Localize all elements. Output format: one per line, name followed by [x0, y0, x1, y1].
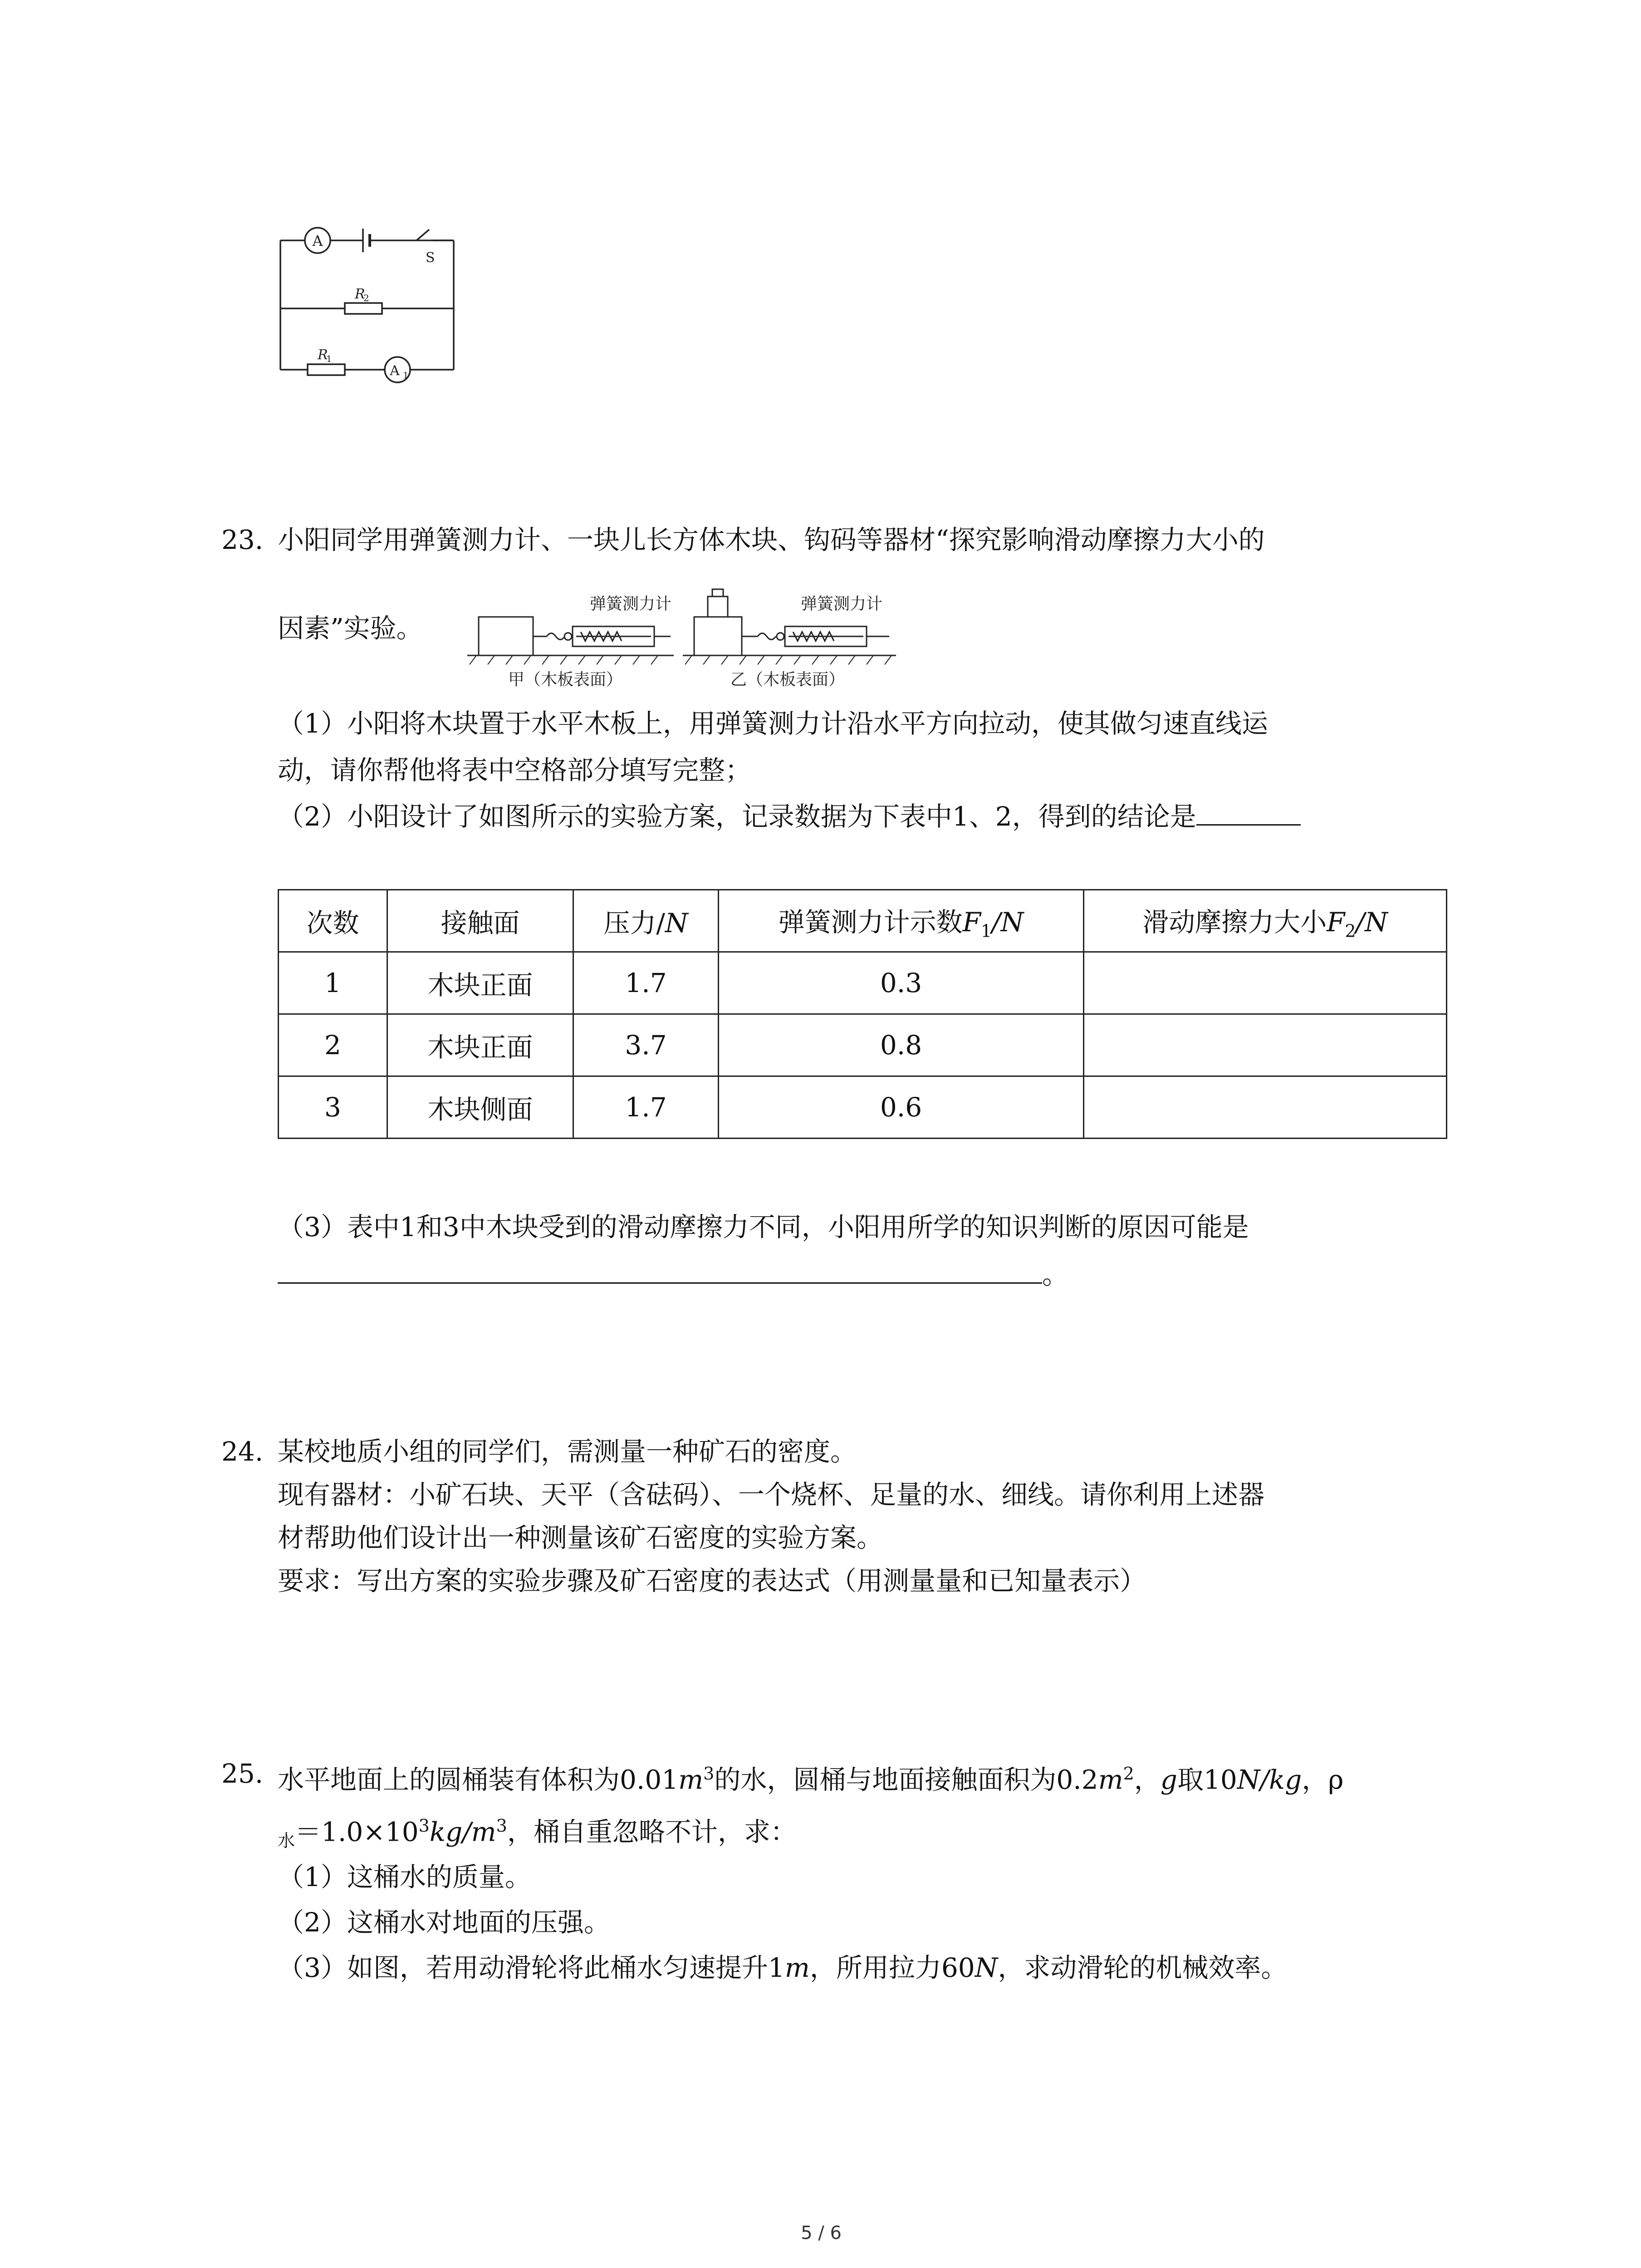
left-caption: 甲（木板表面）: [508, 670, 623, 689]
friction-experiment-figure: [467, 583, 903, 705]
q25-part2: （2）这桶水对地面的压强。: [278, 1907, 610, 1938]
q23-part2-text: （2）小阳设计了如图所示的实验方案，记录数据为下表中1、2，得到的结论是: [278, 801, 1196, 832]
q25-line1: 水平地面上的圆桶装有体积为$0.01m^3$的水，圆桶与地面接触面积为$0.2m^2$，g取10N/kg，ρ: [278, 1764, 1344, 1795]
header-spring-reading: 弹簧测力计示数$F_1/N$: [719, 890, 1084, 952]
q23-stem-line1: 小阳同学用弹簧测力计、一块儿长方体木块、钩码等器材“探究影响滑动摩擦力大小的: [278, 524, 1265, 555]
q23-part3-period: 。: [1042, 1259, 1069, 1290]
header-count: 次数: [279, 890, 387, 952]
header-pressure: 压力/N: [573, 890, 719, 952]
q25-number: 25.: [221, 1758, 264, 1789]
header-friction: 滑动摩擦力大小$F_2/N$: [1084, 890, 1447, 952]
cell-count: 1: [279, 952, 387, 1014]
q23-part3: （3）表中1和3中木块受到的滑动摩擦力不同，小阳用所学的知识判断的原因可能是: [278, 1212, 1249, 1242]
q24-line4: 要求：写出方案的实验步骤及矿石密度的表达式（用测量量和已知量表示）: [278, 1565, 1146, 1596]
cell-spring-reading: 0.3: [719, 952, 1084, 1014]
circuit-diagram: [272, 213, 472, 395]
q23-number: 23.: [221, 524, 264, 555]
q24-number: 24.: [221, 1436, 264, 1467]
right-meter-label: 弹簧测力计: [801, 595, 883, 613]
r1-sub: 1: [326, 353, 332, 364]
cell-friction-blank[interactable]: [1084, 952, 1447, 1014]
r1-label: R: [318, 347, 328, 363]
cell-count: 2: [279, 1014, 387, 1076]
q23-part1-line1: （1）小阳将木块置于水平木板上，用弹簧测力计沿水平方向拉动，使其做匀速直线运: [278, 708, 1268, 739]
q24-line1: 某校地质小组的同学们，需测量一种矿石的密度。: [278, 1436, 857, 1467]
friction-data-table: [278, 889, 1447, 1139]
cell-count: 3: [279, 1076, 387, 1139]
ammeter-a1-label: A: [390, 363, 400, 379]
q23-stem-line2: 因素”实验。: [278, 613, 423, 644]
cell-spring-reading: 0.8: [719, 1014, 1084, 1076]
ammeter-a-label: A: [312, 232, 323, 249]
cell-pressure: 3.7: [573, 1014, 719, 1076]
right-caption: 乙（木板表面）: [730, 670, 845, 689]
q25-part3: （3）如图，若用动滑轮将此桶水匀速提升1m，所用拉力60N，求动滑轮的机械效率。: [278, 1952, 1288, 1983]
q23-part1-line2: 动，请你帮他将表中空格部分填写完整；: [278, 755, 752, 786]
q23-part3-answer-blank[interactable]: [278, 1278, 1042, 1284]
cell-friction-blank[interactable]: [1084, 1014, 1447, 1076]
table-row: [279, 952, 1447, 1014]
cell-pressure: 1.7: [573, 1076, 719, 1139]
cell-pressure: 1.7: [573, 952, 719, 1014]
table-header-row: [279, 890, 1447, 952]
cell-surface: 木块侧面: [387, 1076, 573, 1139]
switch-label: S: [426, 250, 435, 266]
q23-part2: [278, 798, 1301, 835]
left-meter-label: 弹簧测力计: [590, 595, 672, 613]
r2-sub: 2: [363, 293, 369, 303]
header-surface: 接触面: [387, 890, 573, 952]
q23-part3-answer-line: [278, 1256, 1068, 1293]
cell-spring-reading: 0.6: [719, 1076, 1084, 1139]
cell-surface: 木块正面: [387, 1014, 573, 1076]
page-number: 5 / 6: [801, 2223, 842, 2244]
q25-part1: （1）这桶水的质量。: [278, 1862, 531, 1892]
q23-part2-answer-blank[interactable]: [1196, 820, 1301, 826]
table-row: [279, 1014, 1447, 1076]
q24-line3: 材帮助他们设计出一种测量该矿石密度的实验方案。: [278, 1522, 883, 1553]
table-row: [279, 1076, 1447, 1139]
ammeter-a1-sub: 1: [403, 370, 409, 381]
q25-line2: $_水=1.0\times 10^3kg/m^3$，桶自重忽略不计，求：: [278, 1816, 797, 1851]
q24-line2: 现有器材：小矿石块、天平（含砝码）、一个烧杯、足量的水、细线。请你利用上述器: [278, 1479, 1265, 1510]
r2-label: R: [355, 286, 365, 302]
cell-friction-blank[interactable]: [1084, 1076, 1447, 1139]
cell-surface: 木块正面: [387, 952, 573, 1014]
